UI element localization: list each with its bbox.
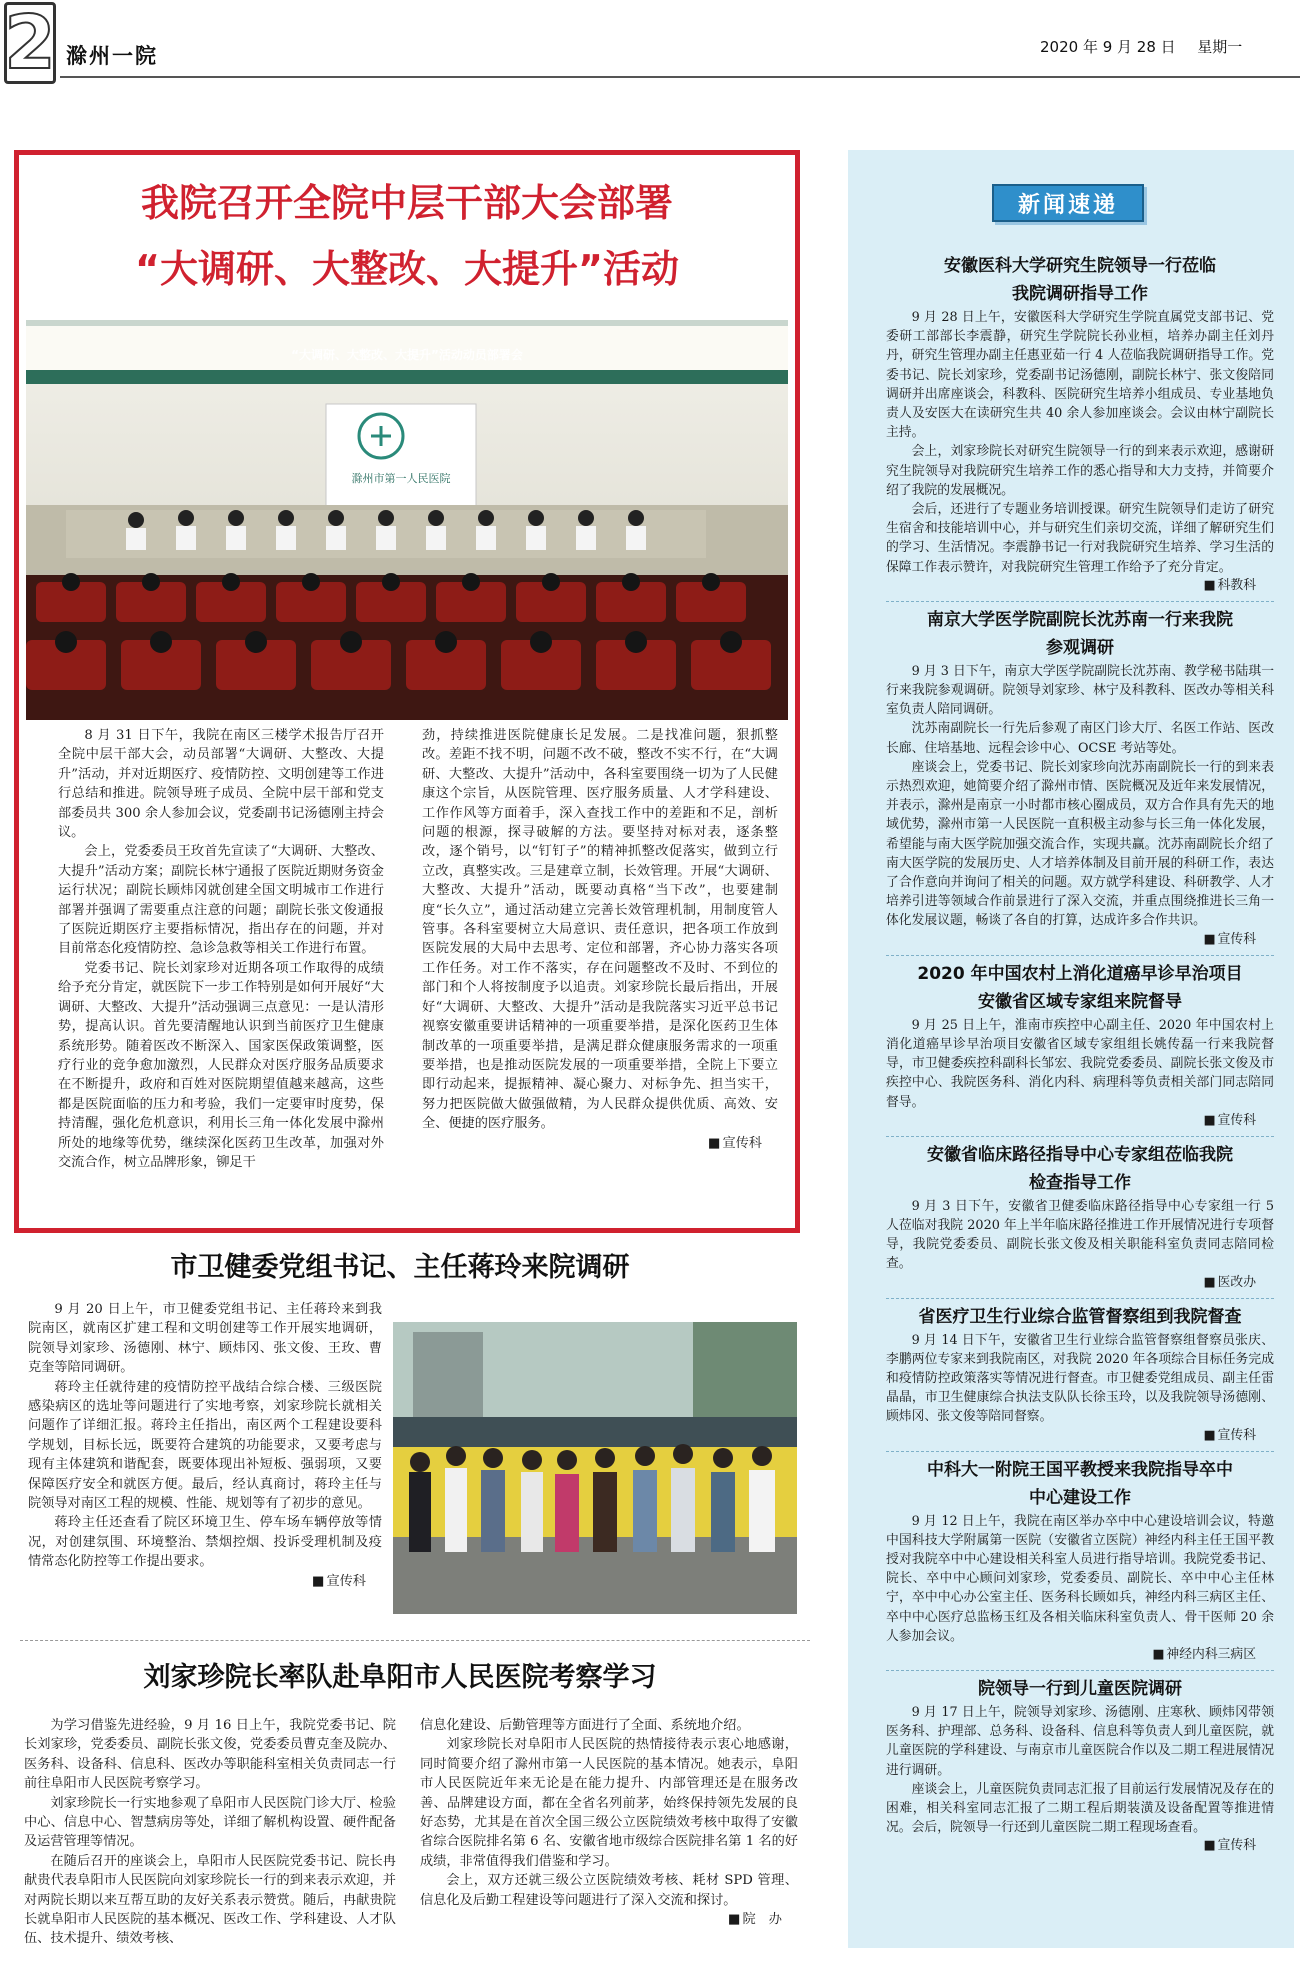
news-item-paragraph: 9 月 28 日上午，安徽医科大学研究生学院直属党支部书记、党委研工部部长李震静，研究生学院院长孙业桓，培养办副主任刘丹丹，研究生管理办副主任惠亚茹一行 4 人莅临我院调研指导工作。党委书记、院长刘家珍，党委副书记汤德刚，副院长林宁、张文俊陪同调研并出席座谈会，科教科、医院研究生培养小组成员、专业基地负责人及安医大在读研究生共 40 余人参加座谈会。会议由林宁副院长主持。 [886, 310, 1274, 441]
news-item-title: 中科大一附院王国平教授来我院指导卒中 [927, 1459, 1233, 1480]
news-item-paragraph: 座谈会上，党委书记、院长刘家珍向沈苏南副院长一行的到来表示热烈欢迎，她简要介绍了滁州市情、医院概况及近年来发展情况，并表示，滁州是南京一小时都市核心圈成员，双方合作具有先天的地域优势，滁州市第一人民医院一直积极主动参与长三角一体化发展，希望能与南大医学院加强交流合作，实现共赢。沈苏南副院长介绍了南大医学院的发展历史、人才培养体制及目前开展的科研工作，表达了合作意向并询问了相关的问题。双方就学科建设、科研教学、人才培养引进等领域合作前景进行了深入交流，并重点围绕推进长三角一体化发展议题，畅谈了各自的打算，达成许多合作共识。 [886, 759, 1274, 929]
article2-paragraph: 蒋玲主任还查看了院区环境卫生、停车场车辆停放等情况，对创建氛围、环境整治、禁烟控烟、投诉受理机制及疫情常态化防控等工作提出要求。 [28, 1515, 382, 1570]
masthead-rule [60, 76, 1300, 78]
article3-column-2 [420, 1716, 798, 1929]
article3-signature: ■ 院 办 [420, 1910, 798, 1929]
news-item [886, 1456, 1274, 1664]
news-item-subtitle: 我院调研指导工作 [1012, 284, 1148, 304]
article2-column [28, 1300, 382, 1591]
news-item [886, 606, 1274, 949]
lead-paragraph: 8 月 31 日下午，我院在南区三楼学术报告厅召开全院中层干部大会，动员部署“大调研、大整改、大提升”活动，并对近期医疗、疫情防控、文明创建等工作进行总结和推进。院领导班子成员、全院中层干部和党支部委员共 300 余人参加会议，党委副书记汤德刚主持会议。 [58, 728, 384, 841]
news-item-subtitle: 中心建设工作 [1029, 1487, 1131, 1508]
page-number: 2 [4, 0, 56, 86]
news-divider [886, 1298, 1274, 1299]
news-item-paragraph: 座谈会上，儿童医院负责同志汇报了目前运行发展情况及存在的困难，相关科室同志汇报了二期工程后期装潢及设备配置等推进情况。会后，院领导一行还到儿童医院二期工程现场查看。 [886, 1781, 1274, 1836]
issue-weekday: 星期一 [1197, 38, 1243, 56]
meeting-photo [26, 320, 788, 720]
news-item-paragraph: 9 月 3 日下午，安徽省卫健委临床路径指导中心专家组一行 5 人莅临对我院 2020 年上半年临床路径推进工作开展情况进行专项督导，我院党委委员、副院长张文俊及相关职能科室负责同志陪同检查。 [886, 1198, 1274, 1272]
news-item-signature: ■ 医改办 [886, 1274, 1274, 1292]
news-item-title: 安徽省临床路径指导中心专家组莅临我院 [927, 1144, 1233, 1165]
news-item-signature: ■ 科教科 [886, 577, 1274, 595]
article3-paragraph: 会上，双方还就三级公立医院绩效考核、耗材 SPD 管理、信息化及后勤工程建设等问题进行了深入交流和探讨。 [420, 1873, 798, 1908]
article2-signature: ■ 宣传科 [28, 1572, 382, 1591]
news-item-paragraph: 9 月 17 日上午，院领导刘家珍、汤德刚、庄寒秋、顾炜冈带领医务科、护理部、总务科、设备科、信息科等负责人到儿童医院，就儿童医院的学科建设、与南京市儿童医院合作以及二期工程进展情况进行调研。 [886, 1704, 1274, 1778]
news-item-paragraph: 9 月 14 日下午，安徽省卫生行业综合监管督察组督察员张庆、李鹏两位专家来到我院南区，对我院 2020 年各项综合目标任务完成和疫情防控政策落实等情况进行督查。市卫健委党组成员、副主任雷晶晶，市卫生健康综合执法支队队长徐玉玲，以及我院领导汤德刚、顾炜冈、张文俊等陪同督察。 [886, 1332, 1274, 1425]
article3-column-1 [24, 1716, 396, 1949]
article3-paragraph: 为学习借鉴先进经验，9 月 16 日上午，我院党委书记、院长刘家珍，党委委员、副院长张文俊，党委委员曹克奎及院办、医务科、设备科、信息科、医改办等职能科室相关负责同志一行前往阜阳市人民医院考察学习。 [24, 1718, 396, 1792]
news-item [886, 1141, 1274, 1292]
news-sidebar [848, 150, 1294, 1948]
article3-paragraph: 刘家珍院长对阜阳市人民医院的热情接待表示衷心地感谢，同时简要介绍了滁州市第一人民医院的基本情况。她表示，阜阳市人民医院近年来无论是在能力提升、内部管理还是在服务改善、品牌建设方面，都在全省名列前茅，始终保持领先发展的良好态势，尤其是在首次全国三级公立医院绩效考核中取得了安徽省综合医院排名第 6 名、安徽省地市级综合医院排名第 1 名的好成绩，非常值得我们借鉴和学习。 [420, 1737, 798, 1869]
article2-paragraph: 9 月 20 日上午，市卫健委党组书记、主任蒋玲来到我院南区，就南区扩建工程和文明创建等工作开展实地调研，院领导刘家珍、汤德刚、林宁、顾炜冈、张文俊、王玫、曹克奎等陪同调研。 [28, 1302, 382, 1376]
news-item-paragraph: 沈苏南副院长一行先后参观了南区门诊大厅、名医工作站、医改长廊、住培基地、远程会诊中心、OCSE 考站等处。 [886, 721, 1274, 756]
news-item-signature: ■ 宣传科 [886, 1427, 1274, 1445]
lead-paragraph: 会上，党委委员王玫首先宣读了“大调研、大整改、大提升”活动方案；副院长林宁通报了医院近期财务资金运行状况；副院长顾炜冈就创建全国文明城市工作进行部署并强调了需要重点注意的问题；副院长张文俊通报了医院近期医疗主要指标情况，指出存在的问题，并对目前常态化疫情防控、急诊急救等相关工作进行布置。 [58, 844, 384, 957]
site-visit-photo [393, 1322, 797, 1614]
news-divider [886, 1670, 1274, 1671]
lead-paragraph: 党委书记、院长刘家珍对近期各项工作取得的成绩给予充分肯定，就医院下一步工作特别是如何开展好“大调研、大整改、大提升”活动强调三点意见：一是认清形势，提高认识。首先要清醒地认识到当前医疗卫生健康系统形势。随着医改不断深入、国家医保政策调整，医疗行业的竞争愈加激烈，人民群众对医疗服务品质要求在不断提升，政府和百姓对医院期望值越来越高，这些都是医院面临的压力和考验，我们一定要审时度势，保持清醒，强化危机意识，利用长三角一体化发展中滁州所处的地缘等优势，继续深化医药卫生改革，加强对外交流合作，树立品牌形象，铆足干 [58, 960, 384, 1170]
news-item-subtitle: 检查指导工作 [1029, 1172, 1131, 1193]
news-item [886, 1303, 1274, 1445]
article3-paragraph: 刘家珍院长一行实地参观了阜阳市人民医院门诊大厅、检验中心、信息中心、智慧病房等处，详细了解机构设置、硬件配备及运营管理等情况。 [24, 1795, 396, 1850]
lead-paragraph: 劲，持续推进医院健康长足发展。二是找准问题，狠抓整改。差距不找不明，问题不改不破，整改不实不行，在“大调研、大整改、大提升”活动中，各科室要围绕一切为了人民健康这个宗旨，从医院管理、医疗服务质量、人才学科建设、工作作风等方面着手，深入查找工作中的差距和不足，剖析问题的根源，探寻破解的方法。要坚持对标对表，逐条整改，逐个销号，以“钉钉子”的精神抓整改促落实，做到立行立改，真整实改。三是建章立制，长效管理。开展“大调研、大整改、大提升”活动，既要动真格“当下改”，也要建制度“长久立”，通过活动建立完善长效管理机制，用制度管人管事。各科室要树立大局意识、责任意识，把各项工作放到医院发展的大局中去思考、定位和部署，齐心协力落实各项工作任务。对工作不落实，存在问题整改不及时、不到位的部门和个人将按制度予以追责。刘家珍院长最后指出，开展好“大调研、大整改、大提升”活动是我院落实习近平总书记视察安徽重要讲话精神的一项重要举措，是深化医药卫生体制改革的一项重要举措，是满足群众健康服务需求的一项重要举措，也是推动医院发展的一项重要举措，全院上下要立即行动起来，提振精神、凝心聚力、对标争先、担当实干，努力把医院做大做强做精，为人民群众提供优质、高效、安全、便捷的医疗服务。 [422, 728, 778, 1132]
lead-title-line1: 我院召开全院中层干部大会部署 [140, 181, 673, 225]
news-item [886, 252, 1274, 595]
issue-date-text: 2020 年 9 月 28 日 [1040, 38, 1176, 56]
news-divider [886, 955, 1274, 956]
news-item-title: 南京大学医学院副院长沈苏南一行来我院 [927, 609, 1233, 630]
lead-column-1 [58, 726, 384, 1172]
news-badge-label: 新闻速递 [1017, 192, 1118, 218]
news-item-paragraph: 会后，还进行了专题业务培训授课。研究生院领导们走访了研究生宿舍和技能培训中心，并与研究生们亲切交流，详细了解研究生们的学习、生活情况。李震静书记一行对我院研究生培养、学习生活的保障工作表示赞许，对我院研究生管理工作给予了充分肯定。 [886, 502, 1274, 575]
article3-paragraph: 在随后召开的座谈会上，阜阳市人民医院党委书记、院长冉献贵代表阜阳市人民医院向刘家珍院长一行的到来表示欢迎，并对两院长期以来互帮互助的友好关系表示赞赏。随后，冉献贵院长就阜阳市人民医院的基本概况、医改工作、学科建设、人才队伍、技术提升、绩效考核、 [24, 1853, 396, 1947]
news-item-signature: ■ 宣传科 [886, 931, 1274, 949]
news-item-signature: ■ 宣传科 [886, 1837, 1274, 1855]
news-badge [992, 184, 1144, 222]
news-item-subtitle: 参观调研 [1046, 637, 1114, 658]
news-divider [886, 1451, 1274, 1452]
lead-title-line2: “大调研、大整改、大提升”活动 [135, 247, 679, 291]
lead-photo [26, 320, 788, 720]
news-item-signature: ■ 宣传科 [886, 1112, 1274, 1130]
article2-divider [20, 1640, 810, 1641]
news-item [886, 960, 1274, 1130]
section-name: 滁州一院 [66, 44, 158, 68]
article2-paragraph: 蒋玲主任就待建的疫情防控平战结合综合楼、三级医院感染病区的选址等问题进行了实地考察，刘家珍院长就相关问题作了详细汇报。蒋玲主任指出，南区两个工程建设要科学规划，目标长远，既要符合建筑的功能要求，又要考虑与现有主体建筑和谐配套，既要体现出补短板、强弱项，又要保障医疗安全和就医方便。最后，经认真商讨，蒋玲主任与院领导对南区工程的规模、性能、规划等有了初步的意见。 [28, 1379, 382, 1512]
news-item-paragraph: 9 月 25 日上午，淮南市疾控中心副主任、2020 年中国农村上消化道癌早诊早治项目安徽省区域专家组组长姚传磊一行来我院督导，市卫健委疾控科副科长邹宏、我院党委委员、副院长张文俊及市疾控中心、我院医务科、消化内科、病理科等负责相关部门同志陪同督导。 [886, 1017, 1274, 1110]
news-item-paragraph: 会上，刘家珍院长对研究生院领导一行的到来表示欢迎，感谢研究生院领导对我院研究生培养工作的悉心指导和大力支持，并简要介绍了我院的发展概况。 [886, 444, 1274, 498]
article2-title: 市卫健委党组书记、主任蒋玲来院调研 [170, 1252, 630, 1283]
sidebar-news-list [886, 252, 1274, 1855]
issue-date [1040, 36, 1242, 57]
lead-signature: ■ 宣传科 [422, 1134, 778, 1153]
news-item-title: 院领导一行到儿童医院调研 [978, 1678, 1182, 1699]
news-item-title: 省医疗卫生行业综合监管督察组到我院督查 [918, 1306, 1242, 1327]
news-divider [886, 1136, 1274, 1137]
news-item-paragraph: 9 月 3 日下午，南京大学医学院副院长沈苏南、教学秘书陆琪一行来我院参观调研。院领导刘家珍、林宁及科教科、医改办等相关科室负责人陪同调研。 [886, 663, 1274, 718]
photo-banner: “大调研、大整改、大提升”活动动员部署会 [291, 348, 523, 362]
news-item-paragraph: 9 月 12 日上午，我院在南区举办卒中中心建设培训会议，特邀中国科技大学附属第一医院（安徽省立医院）神经内科主任王国平教授对我院卒中中心建设相关科室人员进行指导培训。我院党委书记、院长、卒中中心顾问刘家珍，党委委员、副院长、卒中中心主任林宁，卒中中心办公室主任、医务科长顾如兵，神经内科三病区主任、卒中中心医疗总监杨玉红及各相关临床科室负责人、骨干医师 20 余人参加会议。 [886, 1513, 1274, 1644]
lead-column-2 [422, 726, 778, 1153]
news-item [886, 1675, 1274, 1855]
news-item-title: 2020 年中国农村上消化道癌早诊早治项目 [917, 963, 1243, 984]
news-item-signature: ■ 神经内科三病区 [886, 1646, 1274, 1664]
photo-logo-text: 滁州市第一人民医院 [351, 472, 451, 485]
article3-paragraph: 信息化建设、后勤管理等方面进行了全面、系统地介绍。 [420, 1718, 750, 1733]
news-item-subtitle: 安徽省区域专家组来院督导 [978, 991, 1182, 1012]
news-divider [886, 601, 1274, 602]
news-item-title: 安徽医科大学研究生院领导一行莅临 [944, 256, 1216, 276]
article3-title: 刘家珍院长率队赴阜阳市人民医院考察学习 [143, 1662, 657, 1693]
article2-photo [393, 1322, 797, 1614]
